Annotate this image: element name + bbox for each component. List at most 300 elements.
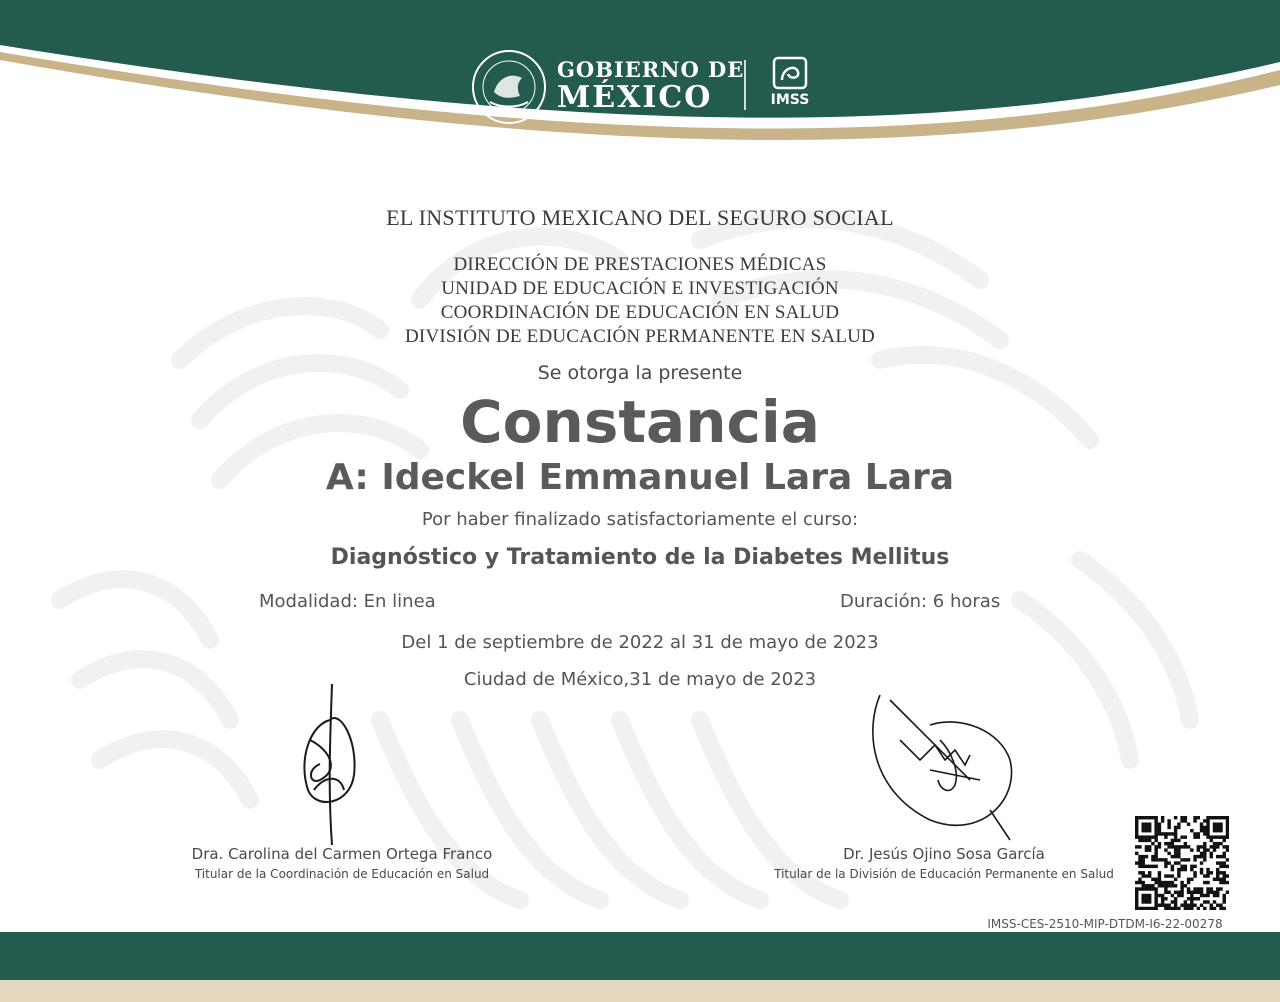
qr-module: [1213, 829, 1216, 832]
qr-module: [1148, 907, 1151, 910]
qr-module: [1187, 858, 1190, 861]
qr-module: [1138, 865, 1141, 868]
qr-module: [1145, 874, 1148, 877]
qr-module: [1171, 907, 1174, 910]
qr-module: [1206, 848, 1209, 851]
qr-module: [1219, 816, 1222, 819]
qr-module: [1177, 852, 1180, 855]
qr-module: [1219, 887, 1222, 890]
qr-module: [1187, 878, 1190, 881]
qr-module: [1135, 826, 1138, 829]
qr-module: [1210, 816, 1213, 819]
qr-module: [1206, 874, 1209, 877]
qr-module: [1190, 878, 1193, 881]
qr-module: [1180, 816, 1183, 819]
qr-module: [1154, 845, 1157, 848]
signatory-left-name: Dra. Carolina del Carmen Ortega Franco: [191, 845, 493, 863]
qr-module: [1151, 855, 1154, 858]
qr-module: [1203, 848, 1206, 851]
qr-module: [1138, 887, 1141, 890]
qr-module: [1206, 900, 1209, 903]
qr-module: [1141, 871, 1144, 874]
qr-module: [1141, 822, 1144, 825]
qr-module: [1203, 907, 1206, 910]
qr-module: [1174, 852, 1177, 855]
qr-module: [1200, 871, 1203, 874]
qr-module: [1171, 881, 1174, 884]
qr-module: [1154, 822, 1157, 825]
qr-module: [1141, 887, 1144, 890]
qr-module: [1177, 907, 1180, 910]
qr-module: [1206, 829, 1209, 832]
qr-module: [1184, 842, 1187, 845]
qr-module: [1167, 845, 1170, 848]
qr-module: [1135, 832, 1138, 835]
qr-module: [1141, 907, 1144, 910]
qr-module: [1174, 839, 1177, 842]
qr-module: [1158, 874, 1161, 877]
department-line-4: DIVISIÓN DE EDUCACIÓN PERMANENTE EN SALUD: [405, 326, 875, 347]
qr-module: [1197, 832, 1200, 835]
qr-module: [1141, 897, 1144, 900]
signatory-right-title: Titular de la División de Educación Permanente en Salud: [774, 867, 1114, 881]
qr-module: [1193, 904, 1196, 907]
qr-module: [1174, 855, 1177, 858]
qr-module: [1154, 881, 1157, 884]
qr-module: [1167, 819, 1170, 822]
qr-module: [1197, 835, 1200, 838]
qr-module: [1190, 865, 1193, 868]
qr-module: [1226, 845, 1229, 848]
qr-module: [1161, 884, 1164, 887]
qr-module: [1154, 900, 1157, 903]
qr-module: [1154, 858, 1157, 861]
qr-module: [1154, 878, 1157, 881]
qr-module: [1161, 900, 1164, 903]
modality: Modalidad: En linea: [259, 591, 436, 612]
qr-module: [1167, 891, 1170, 894]
qr-module: [1164, 858, 1167, 861]
folio-number: IMSS-CES-2510-MIP-DTDM-I6-22-00278: [987, 917, 1223, 931]
qr-module: [1174, 835, 1177, 838]
qr-module: [1180, 835, 1183, 838]
qr-module: [1216, 845, 1219, 848]
qr-module: [1167, 826, 1170, 829]
qr-module: [1203, 881, 1206, 884]
qr-module: [1203, 858, 1206, 861]
qr-module: [1148, 900, 1151, 903]
signature-right: [860, 690, 1030, 850]
qr-module: [1184, 900, 1187, 903]
qr-module: [1203, 819, 1206, 822]
qr-module: [1213, 907, 1216, 910]
qr-module: [1213, 891, 1216, 894]
qr-module: [1187, 881, 1190, 884]
qr-module: [1158, 871, 1161, 874]
qr-module: [1203, 852, 1206, 855]
qr-module: [1145, 855, 1148, 858]
qr-module: [1226, 826, 1229, 829]
qr-module: [1135, 829, 1138, 832]
qr-module: [1158, 904, 1161, 907]
qr-module: [1154, 832, 1157, 835]
government-name-line2: MÉXICO: [557, 80, 713, 115]
qr-module: [1154, 835, 1157, 838]
qr-module: [1206, 832, 1209, 835]
qr-module: [1216, 822, 1219, 825]
department-line-2: UNIDAD DE EDUCACIÓN E INVESTIGACIÓN: [441, 278, 839, 299]
qr-module: [1138, 816, 1141, 819]
qr-module: [1158, 826, 1161, 829]
qr-module: [1171, 855, 1174, 858]
qr-module: [1187, 845, 1190, 848]
qr-module: [1193, 816, 1196, 819]
qr-module: [1216, 829, 1219, 832]
qr-module: [1216, 868, 1219, 871]
qr-module: [1203, 832, 1206, 835]
qr-module: [1161, 819, 1164, 822]
qr-module: [1210, 871, 1213, 874]
document-title: Constancia: [460, 388, 820, 456]
qr-module: [1213, 894, 1216, 897]
qr-module: [1174, 900, 1177, 903]
qr-module: [1158, 878, 1161, 881]
qr-module: [1213, 816, 1216, 819]
qr-module: [1167, 904, 1170, 907]
qr-module: [1167, 852, 1170, 855]
qr-module: [1213, 822, 1216, 825]
qr-module: [1174, 829, 1177, 832]
imss-emblem-icon: [770, 56, 810, 90]
qr-module: [1164, 865, 1167, 868]
qr-module: [1135, 904, 1138, 907]
qr-module: [1190, 907, 1193, 910]
qr-module: [1213, 900, 1216, 903]
qr-module: [1154, 897, 1157, 900]
qr-module: [1226, 881, 1229, 884]
qr-module: [1167, 874, 1170, 877]
qr-module: [1177, 839, 1180, 842]
signature-left: [280, 680, 400, 850]
qr-module: [1210, 887, 1213, 890]
qr-module: [1164, 832, 1167, 835]
qr-module: [1154, 907, 1157, 910]
qr-module: [1226, 819, 1229, 822]
qr-module: [1206, 826, 1209, 829]
qr-module: [1223, 839, 1226, 842]
qr-module: [1151, 884, 1154, 887]
qr-module: [1184, 835, 1187, 838]
qr-module: [1193, 874, 1196, 877]
qr-module: [1148, 848, 1151, 851]
qr-module: [1141, 861, 1144, 864]
qr-module: [1135, 907, 1138, 910]
qr-module: [1206, 816, 1209, 819]
qr-module: [1158, 832, 1161, 835]
qr-module: [1145, 848, 1148, 851]
qr-module: [1145, 826, 1148, 829]
qr-module: [1138, 881, 1141, 884]
qr-module: [1145, 865, 1148, 868]
qr-module: [1164, 835, 1167, 838]
qr-module: [1154, 819, 1157, 822]
qr-module: [1135, 816, 1138, 819]
qr-module: [1184, 816, 1187, 819]
qr-module: [1171, 845, 1174, 848]
qr-module: [1171, 884, 1174, 887]
qr-module: [1226, 865, 1229, 868]
qr-module: [1138, 839, 1141, 842]
qr-module: [1167, 884, 1170, 887]
qr-module: [1174, 861, 1177, 864]
qr-module: [1154, 894, 1157, 897]
qr-module: [1148, 835, 1151, 838]
qr-module: [1216, 816, 1219, 819]
qr-module: [1161, 897, 1164, 900]
qr-module: [1158, 822, 1161, 825]
qr-module: [1164, 891, 1167, 894]
qr-module: [1180, 904, 1183, 907]
qr-module: [1197, 845, 1200, 848]
qr-module: [1151, 907, 1154, 910]
qr-module: [1197, 891, 1200, 894]
qr-module: [1184, 865, 1187, 868]
qr-module: [1171, 842, 1174, 845]
qr-module: [1148, 826, 1151, 829]
qr-module: [1190, 894, 1193, 897]
qr-module: [1148, 816, 1151, 819]
qr-module: [1180, 819, 1183, 822]
qr-module: [1200, 826, 1203, 829]
qr-module: [1206, 887, 1209, 890]
qr-module: [1154, 852, 1157, 855]
qr-module: [1219, 826, 1222, 829]
signatory-left-title: Titular de la Coordinación de Educación en Salud: [194, 867, 490, 881]
qr-module: [1187, 897, 1190, 900]
qr-module: [1177, 855, 1180, 858]
qr-module: [1141, 829, 1144, 832]
qr-module: [1145, 900, 1148, 903]
qr-module: [1135, 822, 1138, 825]
qr-module: [1164, 881, 1167, 884]
qr-module: [1141, 826, 1144, 829]
qr-module: [1184, 884, 1187, 887]
qr-module: [1141, 855, 1144, 858]
institution-name: EL INSTITUTO MEXICANO DEL SEGURO SOCIAL: [386, 205, 894, 230]
qr-module: [1141, 881, 1144, 884]
qr-module: [1184, 819, 1187, 822]
qr-module: [1148, 884, 1151, 887]
qr-module: [1151, 816, 1154, 819]
qr-module: [1219, 871, 1222, 874]
qr-module: [1171, 832, 1174, 835]
qr-module: [1141, 816, 1144, 819]
qr-module: [1206, 891, 1209, 894]
qr-module: [1135, 897, 1138, 900]
qr-module: [1138, 907, 1141, 910]
qr-module: [1167, 842, 1170, 845]
qr-module: [1226, 829, 1229, 832]
qr-code: [1135, 816, 1229, 910]
qr-module: [1193, 858, 1196, 861]
qr-module: [1216, 826, 1219, 829]
qr-module: [1197, 848, 1200, 851]
qr-module: [1177, 822, 1180, 825]
qr-module: [1184, 868, 1187, 871]
qr-module: [1177, 871, 1180, 874]
qr-module: [1193, 887, 1196, 890]
qr-module: [1187, 904, 1190, 907]
qr-module: [1154, 891, 1157, 894]
qr-module: [1190, 897, 1193, 900]
qr-module: [1154, 855, 1157, 858]
department-line-1: DIRECCIÓN DE PRESTACIONES MÉDICAS: [453, 254, 827, 275]
qr-module: [1141, 900, 1144, 903]
qr-module: [1141, 894, 1144, 897]
qr-module: [1148, 865, 1151, 868]
qr-module: [1206, 894, 1209, 897]
qr-module: [1135, 835, 1138, 838]
qr-module: [1223, 852, 1226, 855]
qr-module: [1223, 861, 1226, 864]
qr-module: [1158, 884, 1161, 887]
qr-module: [1180, 887, 1183, 890]
qr-module: [1203, 894, 1206, 897]
qr-module: [1203, 842, 1206, 845]
qr-module: [1184, 858, 1187, 861]
reason-text: Por haber finalizado satisfactoriamente el curso:: [421, 509, 859, 530]
qr-module: [1135, 861, 1138, 864]
qr-module: [1226, 874, 1229, 877]
qr-module: [1164, 842, 1167, 845]
qr-module: [1141, 874, 1144, 877]
qr-module: [1177, 874, 1180, 877]
qr-module: [1210, 839, 1213, 842]
qr-module: [1174, 897, 1177, 900]
qr-module: [1223, 878, 1226, 881]
footer-band: [0, 932, 1280, 1002]
qr-module: [1167, 822, 1170, 825]
qr-module: [1200, 822, 1203, 825]
qr-module: [1180, 868, 1183, 871]
qr-module: [1200, 891, 1203, 894]
qr-module: [1184, 845, 1187, 848]
qr-module: [1193, 865, 1196, 868]
qr-module: [1164, 861, 1167, 864]
qr-module: [1161, 858, 1164, 861]
qr-module: [1174, 848, 1177, 851]
qr-module: [1226, 835, 1229, 838]
national-seal-icon: [470, 48, 548, 126]
qr-module: [1177, 826, 1180, 829]
qr-module: [1135, 819, 1138, 822]
qr-module: [1216, 878, 1219, 881]
qr-module: [1138, 845, 1141, 848]
qr-module: [1148, 871, 1151, 874]
qr-module: [1135, 881, 1138, 884]
qr-module: [1180, 891, 1183, 894]
qr-module: [1164, 848, 1167, 851]
qr-module: [1151, 878, 1154, 881]
qr-module: [1216, 835, 1219, 838]
qr-module: [1219, 904, 1222, 907]
qr-module: [1171, 868, 1174, 871]
qr-module: [1138, 878, 1141, 881]
signatory-right-name: Dr. Jesús Ojino Sosa García: [843, 845, 1045, 863]
qr-module: [1210, 855, 1213, 858]
qr-module: [1200, 894, 1203, 897]
qr-module: [1226, 891, 1229, 894]
qr-module: [1174, 907, 1177, 910]
qr-module: [1167, 907, 1170, 910]
qr-module: [1148, 897, 1151, 900]
qr-module: [1171, 865, 1174, 868]
qr-module: [1177, 861, 1180, 864]
intro-text: Se otorga la presente: [537, 362, 743, 384]
recipient-name: A: Ideckel Emmanuel Lara Lara: [325, 457, 955, 498]
qr-module: [1216, 871, 1219, 874]
qr-module: [1154, 816, 1157, 819]
course-name: Diagnóstico y Tratamiento de la Diabetes Mellitus: [330, 545, 950, 570]
qr-module: [1200, 904, 1203, 907]
qr-module: [1190, 848, 1193, 851]
qr-module: [1190, 868, 1193, 871]
qr-module: [1203, 845, 1206, 848]
qr-module: [1135, 852, 1138, 855]
qr-module: [1206, 868, 1209, 871]
qr-module: [1190, 900, 1193, 903]
qr-module: [1141, 884, 1144, 887]
qr-module: [1145, 894, 1148, 897]
qr-module: [1151, 858, 1154, 861]
qr-module: [1226, 822, 1229, 825]
qr-module: [1190, 891, 1193, 894]
qr-module: [1197, 887, 1200, 890]
qr-module: [1223, 845, 1226, 848]
qr-module: [1200, 855, 1203, 858]
qr-module: [1216, 861, 1219, 864]
government-name-line1: GOBIERNO DE: [557, 57, 745, 82]
qr-module: [1154, 826, 1157, 829]
qr-module: [1158, 858, 1161, 861]
qr-module: [1219, 835, 1222, 838]
qr-module: [1174, 845, 1177, 848]
qr-module: [1180, 845, 1183, 848]
qr-module: [1223, 907, 1226, 910]
qr-module: [1154, 848, 1157, 851]
qr-module: [1216, 904, 1219, 907]
qr-module: [1148, 839, 1151, 842]
qr-module: [1148, 829, 1151, 832]
qr-module: [1135, 887, 1138, 890]
qr-module: [1200, 845, 1203, 848]
qr-module: [1154, 839, 1157, 842]
qr-module: [1145, 816, 1148, 819]
qr-module: [1174, 904, 1177, 907]
qr-module: [1135, 900, 1138, 903]
qr-module: [1200, 868, 1203, 871]
qr-module: [1203, 829, 1206, 832]
qr-module: [1154, 887, 1157, 890]
qr-module: [1216, 842, 1219, 845]
qr-module: [1219, 822, 1222, 825]
qr-module: [1145, 822, 1148, 825]
qr-module: [1206, 835, 1209, 838]
duration: Duración: 6 horas: [840, 591, 1001, 612]
qr-module: [1177, 891, 1180, 894]
qr-module: [1223, 816, 1226, 819]
qr-module: [1138, 835, 1141, 838]
